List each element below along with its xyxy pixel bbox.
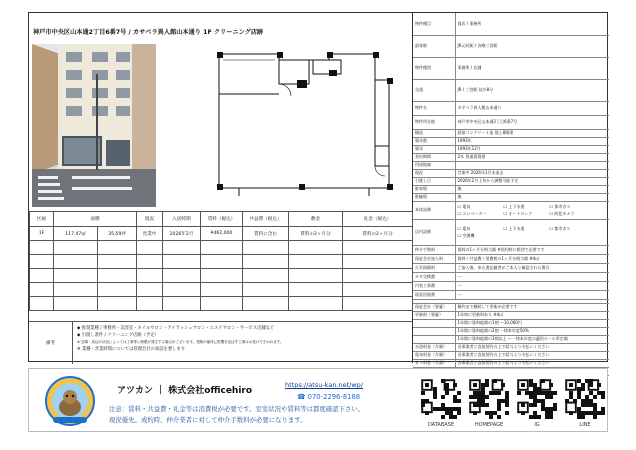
equipment-item: ☐ 空調機 <box>457 233 475 238</box>
detail-row <box>413 129 609 137</box>
detail-value: 賃料の1ヶ月分相当額 ※契約時に税別で必要です <box>455 245 609 254</box>
detail-key: ガス料金（月額） <box>413 359 455 367</box>
detail-value: ー <box>455 281 609 290</box>
detail-key: 物件種別 <box>413 57 455 79</box>
equipment-label: 本体設備 <box>413 201 455 219</box>
detail-value: 解約まで継続して更新が必要です <box>455 303 609 311</box>
other-row <box>413 359 609 367</box>
detail-row <box>413 115 609 129</box>
detail-key: 駐輪場 <box>413 193 455 201</box>
header-cell: 共益費（税込） <box>243 212 289 227</box>
equipment-item: ☐ 電気 <box>457 226 471 231</box>
detail-value: ー <box>455 272 609 281</box>
note-line: ※ 業種・営業時間については管理会社の承認を要します <box>77 347 186 352</box>
phone-number: ☎ 070-2296-8188 <box>297 393 361 401</box>
table-cell: 賃料の2ヶ月分 <box>343 227 413 241</box>
detail-key: 用途地域 <box>413 161 455 169</box>
detail-key: 構造 <box>413 129 455 137</box>
detail-row <box>413 101 609 115</box>
other-row <box>413 327 609 335</box>
detail-key: 保証会社加入料 <box>413 254 455 263</box>
other-row <box>413 311 609 319</box>
fee-row <box>413 245 609 254</box>
detail-value: 無 <box>455 185 609 193</box>
detail-key: 電気料金（月額） <box>413 351 455 359</box>
fee-row <box>413 254 609 263</box>
detail-value: 1年間に賃料総額の3割以上 ～一律本年度の適用ルール所定額 <box>455 335 609 343</box>
equipment-item: ☐ エレベーター <box>457 211 487 216</box>
equipment-item: ☐ オートロック <box>503 211 533 216</box>
detail-key: 契約期間 <box>413 153 455 161</box>
detail-key: 物件所在地 <box>413 115 455 129</box>
detail-key: 内装工事費 <box>413 281 455 290</box>
fee-row <box>413 290 609 299</box>
company-name: アツカン ｜ 株式会社officehiro <box>117 386 253 396</box>
table-cell: 1F <box>30 227 54 241</box>
detail-value: 1年間に賃料総額の2割 一律本年度50% <box>455 327 609 335</box>
detail-key: 仲介手数料 <box>413 245 455 254</box>
detail-row <box>413 137 609 145</box>
detail-key <box>413 319 455 327</box>
header-cell: 敷金 <box>289 212 343 227</box>
fee-row <box>413 281 609 290</box>
page-title: 神戸市中央区山本通2丁目6番7号 / カサベラ異人館山本通り 1F クリーニング店跡 <box>33 29 264 36</box>
instagram-qr-icon[interactable] <box>517 379 557 419</box>
detail-value: 2年 普通賃貸借 <box>455 153 609 161</box>
detail-key: 最寄駅 <box>413 35 455 57</box>
detail-key: 築年数 <box>413 137 455 145</box>
table-row-empty <box>30 241 413 255</box>
property-sheet <box>28 12 608 365</box>
qr-label: IG <box>534 422 540 428</box>
detail-row <box>413 13 609 35</box>
detail-key: 駐車場 <box>413 185 455 193</box>
equipment-list <box>455 219 609 245</box>
detail-value: 事務所 / 店舗 <box>455 57 609 79</box>
detail-key: 保証会社（要審） <box>413 303 455 311</box>
other-row <box>413 319 609 327</box>
detail-key: 物件種目 <box>413 13 455 35</box>
table-header-row <box>30 212 413 227</box>
detail-key: 水道料金（月額） <box>413 343 455 351</box>
detail-key <box>413 327 455 335</box>
equipment-item: ☐ 上下水道 <box>503 204 525 209</box>
detail-value: 鉄筋コンクリート造 地上8階建 <box>455 129 609 137</box>
other-row <box>413 303 609 311</box>
detail-value <box>455 161 609 169</box>
header-cell: 賃料（税込） <box>201 212 243 227</box>
detail-row <box>413 79 609 101</box>
notes-section <box>29 321 413 363</box>
qr-label: LINE <box>579 422 591 428</box>
note-line: ◆ 引渡し条件 / クリーニング店跡（予定） <box>77 333 159 338</box>
footer-note-2: 現況優先。成約時、仲介業者に対して仲介手数料が必要になります。 <box>109 416 307 424</box>
detail-row <box>413 177 609 185</box>
detail-row <box>413 169 609 177</box>
table-cell: ¥462,000 <box>201 227 243 241</box>
detail-value: 各事業者と直接契約の上で給与より支払いください <box>455 359 609 367</box>
table-row-empty <box>30 255 413 269</box>
note-line: ※ 近隣・周辺の状況によっては工事等に制限が発生する場合がございます。建物の躯体に影響を及ぼす工事はお受けできかねます。 <box>77 340 284 344</box>
homepage-qr-icon[interactable] <box>469 379 509 419</box>
detail-row <box>413 57 609 79</box>
detail-key: 物件名 <box>413 101 455 115</box>
header-cell: 現況 <box>137 212 163 227</box>
detail-value: 賃料＋共益費＋消費税の1ヶ月分相当額 ※4㎡ <box>455 254 609 263</box>
table-cell: 2026年2月 <box>163 227 201 241</box>
header-cell: 礼金（税込） <box>343 212 413 227</box>
line-qr-icon[interactable] <box>565 379 605 419</box>
detail-key: 現況 <box>413 169 455 177</box>
fee-row <box>413 263 609 272</box>
street-photo <box>32 44 156 207</box>
detail-value: 各事業者と直接契約の上で給与より支払いください <box>455 351 609 359</box>
notes-text <box>77 325 411 353</box>
detail-value: 1993年 <box>455 137 609 145</box>
header-cell: 入居時期 <box>163 212 201 227</box>
other-row <box>413 343 609 351</box>
detail-value: 1年毎に更新料あり ※4㎡ <box>455 311 609 319</box>
detail-row <box>413 193 609 201</box>
equipment-item: ☐ 電気 <box>457 204 471 209</box>
building-photo <box>32 44 156 207</box>
detail-key: カギ交換費 <box>413 272 455 281</box>
detail-value: 2026年2月上旬から調整可能予定 <box>455 177 609 185</box>
detail-row <box>413 153 609 161</box>
property-table <box>29 211 413 311</box>
equipment-row <box>413 219 609 245</box>
detail-row <box>413 35 609 57</box>
detail-value: 無 <box>455 193 609 201</box>
other-row <box>413 335 609 343</box>
detail-row <box>413 185 609 193</box>
equipment-row <box>413 201 609 219</box>
note-line: ◆ 推奨業種 / 事務所・美容室・ネイルサロン・アイラッシュサロン・エステサロン・サービス店舗など <box>77 326 275 331</box>
details-table <box>413 13 609 376</box>
notes-label: 備考 <box>29 322 73 364</box>
footer-note-1: 注意：賃料・共益費・礼金等は消費税が必要です。室室状況や賃料等は都度確認下さい。 <box>109 405 365 413</box>
other-row <box>413 351 609 359</box>
equipment-list <box>455 201 609 219</box>
table-cell: 賃料に含む <box>243 227 289 241</box>
detail-value: カサベラ異人館山本通り <box>455 101 609 115</box>
detail-key: 築年 <box>413 145 455 153</box>
qr-label: HOMEPAGE <box>474 422 504 428</box>
equipment-label: 店内設備 <box>413 219 455 245</box>
detail-key: 更新料（要審） <box>413 311 455 319</box>
detail-value: 神戸市中央区山本通2丁目6番7号 <box>455 115 609 129</box>
detail-value: ー <box>455 290 609 299</box>
detail-key: 火災保険料 <box>413 263 455 272</box>
detail-value: 貸店 / 事務所 <box>455 13 609 35</box>
footer-banner <box>28 368 608 432</box>
website-link[interactable]: https://atsu-kan.net/wp/ <box>285 381 363 389</box>
equipment-item: ☐ 都市ガス <box>549 226 571 231</box>
equipment-item: ☐ 防犯カメラ <box>549 211 575 216</box>
detail-row <box>413 145 609 153</box>
details-panel <box>413 13 609 363</box>
table-row-empty <box>30 283 413 297</box>
detail-value: ご加入後、申込書記載者がご本人と確認された場合 <box>455 263 609 272</box>
qr-label: DATABASE <box>427 422 455 428</box>
detail-value: 営業中 2026年1月末退去 <box>455 169 609 177</box>
phone-icon: ☎ <box>297 393 308 401</box>
detail-key: 引渡し日 <box>413 177 455 185</box>
detail-row <box>413 161 609 169</box>
left-panel <box>29 13 413 363</box>
database-qr-icon[interactable] <box>421 379 461 419</box>
table-row-empty <box>30 297 413 311</box>
detail-value: 1年間に賃料総額の1割 ～10,000円 <box>455 319 609 327</box>
table-cell: 35.59坪 <box>98 227 137 241</box>
header-cell: 面積 <box>54 212 137 227</box>
table-cell: 営業中 <box>137 227 163 241</box>
detail-key: 現状回復費 <box>413 290 455 299</box>
table-cell: 賃料の2ヶ月分 <box>289 227 343 241</box>
table-cell: 117.47㎡ <box>54 227 98 241</box>
fee-row <box>413 272 609 281</box>
equipment-item: ☐ 上下水道 <box>503 226 525 231</box>
floor-plan <box>179 50 399 200</box>
detail-value: 1993年12月 <box>455 145 609 153</box>
header-cell: 区画 <box>30 212 54 227</box>
detail-key <box>413 335 455 343</box>
detail-key: 交通 <box>413 79 455 101</box>
table-row-empty <box>30 269 413 283</box>
company-logo <box>41 375 99 427</box>
detail-value: JR / 三宮駅 徒歩8分 <box>455 79 609 101</box>
detail-value: JR元町駅 / 各線三宮駅 <box>455 35 609 57</box>
equipment-item: ☐ 都市ガス <box>549 204 571 209</box>
detail-value: 各事業者と直接契約の上で給与より支払いください <box>455 343 609 351</box>
table-row <box>30 227 413 241</box>
